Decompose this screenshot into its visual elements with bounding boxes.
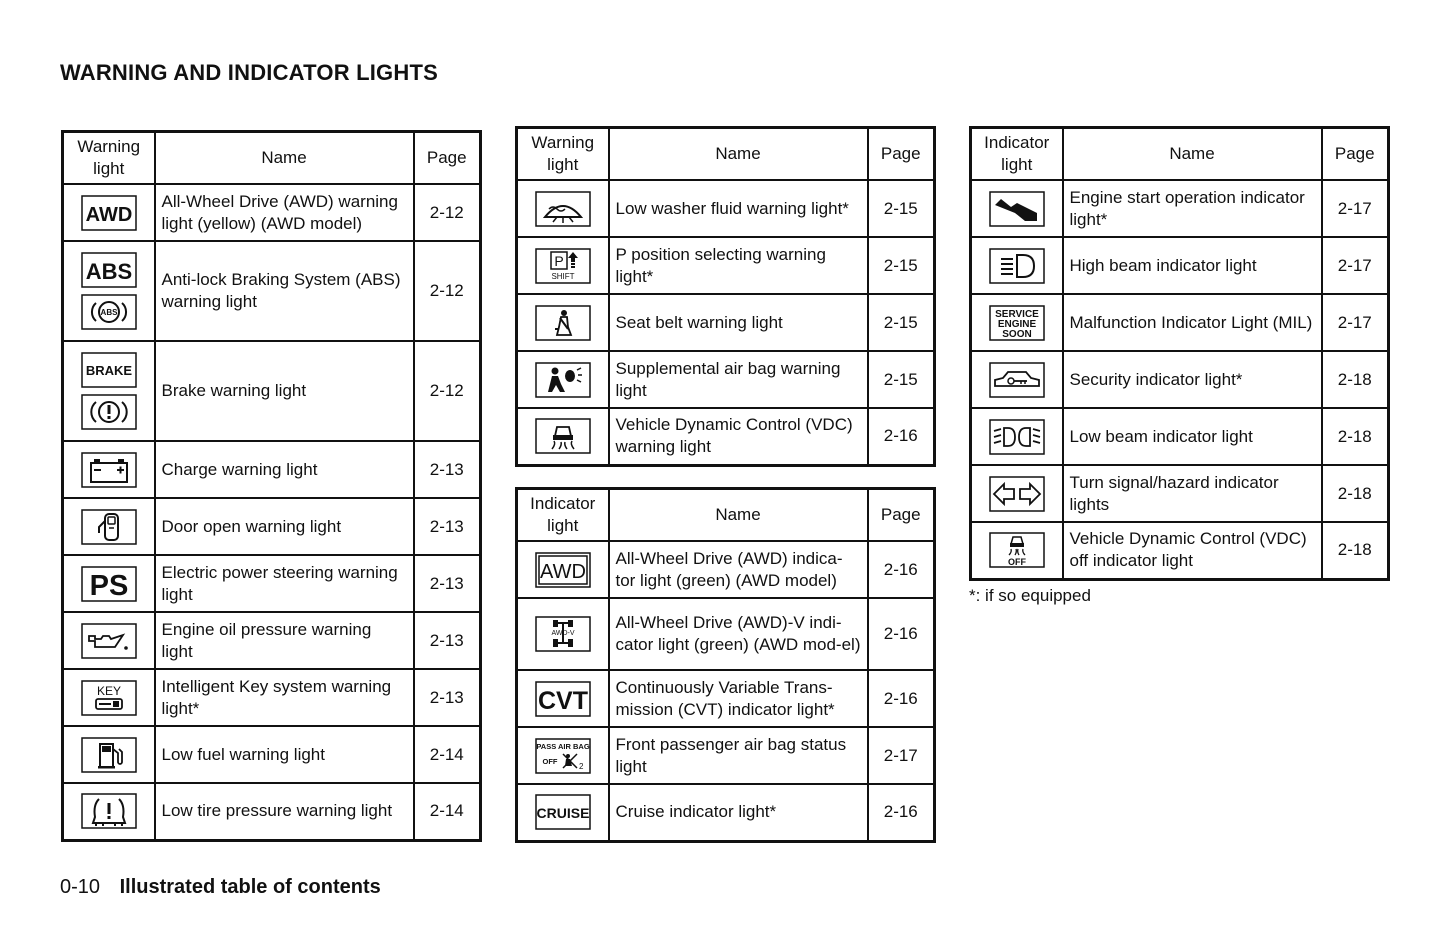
header-indicator-light: Indicator light <box>517 489 609 542</box>
cvt-text-icon <box>535 681 591 717</box>
table-row <box>971 465 1389 522</box>
table-header-row <box>63 132 481 185</box>
table-row <box>63 555 481 612</box>
icon-cell <box>63 441 155 498</box>
light-name: Supplemental air bag warning light <box>609 351 868 408</box>
icon-cell <box>63 669 155 726</box>
icon-cell <box>517 541 609 598</box>
light-name: Door open warning light <box>155 498 414 555</box>
header-indicator-light: Indicator light <box>971 128 1063 181</box>
page-ref: 2-12 <box>414 341 481 441</box>
header-name: Name <box>609 128 868 181</box>
icon-cell <box>63 241 155 341</box>
vdc-icon <box>535 418 591 454</box>
table-row <box>63 612 481 669</box>
security-car-icon <box>989 362 1045 398</box>
icon-cell <box>971 351 1063 408</box>
svg-text:ABS: ABS <box>85 259 132 284</box>
table-row <box>971 522 1389 579</box>
svg-text:CRUISE: CRUISE <box>536 805 590 822</box>
table-row <box>63 341 481 441</box>
awd-outline-icon <box>535 552 591 588</box>
header-warning-light: Warning light <box>63 132 155 185</box>
light-name: All-Wheel Drive (AWD) warning light (yellow) (AWD model) <box>155 184 414 241</box>
icon-cell <box>517 351 609 408</box>
table-row <box>517 541 935 598</box>
icon-cell <box>63 555 155 612</box>
door-open-icon <box>81 509 137 545</box>
icon-cell <box>63 341 155 441</box>
page-ref: 2-18 <box>1322 522 1389 579</box>
page-ref: 2-16 <box>868 541 935 598</box>
svg-text:CVT: CVT <box>537 686 588 715</box>
table-row <box>971 408 1389 465</box>
icon-cell <box>63 184 155 241</box>
high-beam-icon <box>989 248 1045 284</box>
icon-cell <box>971 408 1063 465</box>
turn-signal-icon <box>989 476 1045 512</box>
page-ref: 2-13 <box>414 669 481 726</box>
page-title: WARNING AND INDICATOR LIGHTS <box>60 60 438 85</box>
svg-text:BRAKE: BRAKE <box>85 363 132 378</box>
table-row <box>517 408 935 465</box>
light-name: All-Wheel Drive (AWD) indica-tor light (green) (AWD model) <box>609 541 868 598</box>
table-row <box>517 727 935 784</box>
page-ref: 2-14 <box>414 783 481 840</box>
page-ref: 2-13 <box>414 498 481 555</box>
svg-text:AWD: AWD <box>539 560 586 583</box>
icon-cell <box>971 522 1063 579</box>
cruise-text-icon <box>535 794 591 830</box>
light-name: Continuously Variable Trans-mission (CVT) indicator light* <box>609 670 868 727</box>
light-name: P position selecting warning light* <box>609 237 868 294</box>
svg-text:PASS AIR BAG: PASS AIR BAG <box>536 741 590 751</box>
page-footer <box>60 876 381 899</box>
table-row <box>517 670 935 727</box>
icon-cell <box>517 237 609 294</box>
table-row <box>971 180 1389 237</box>
table-header-row <box>517 128 935 181</box>
page-ref: 2-16 <box>868 670 935 727</box>
icon-cell <box>971 294 1063 351</box>
icon-cell <box>517 598 609 670</box>
light-name: Turn signal/hazard indicator lights <box>1063 465 1322 522</box>
table-header-row <box>517 489 935 542</box>
indicator-lights-table-1 <box>515 487 936 843</box>
page-ref: 2-13 <box>414 441 481 498</box>
fuel-pump-icon <box>81 737 137 773</box>
table-row <box>63 783 481 840</box>
svg-text:P: P <box>554 252 564 269</box>
table-row <box>971 294 1389 351</box>
header-page: Page <box>414 132 481 185</box>
svg-text:KEY: KEY <box>96 683 121 698</box>
table-row <box>63 241 481 341</box>
table-row <box>63 726 481 783</box>
page-ref: 2-17 <box>1322 180 1389 237</box>
table-row <box>63 669 481 726</box>
header-page: Page <box>1322 128 1389 181</box>
table-header-row <box>971 128 1389 181</box>
svg-text:ABS: ABS <box>100 308 118 317</box>
awd-v-icon <box>535 616 591 652</box>
svg-text:AWD-V: AWD-V <box>551 630 575 637</box>
icon-cell <box>517 670 609 727</box>
table-row <box>517 180 935 237</box>
header-name: Name <box>1063 128 1322 181</box>
icon-cell <box>971 465 1063 522</box>
light-name: Vehicle Dynamic Control (VDC) off indicator light <box>1063 522 1322 579</box>
abs-text-icon <box>81 252 137 288</box>
page-ref: 2-13 <box>414 555 481 612</box>
table-row <box>971 351 1389 408</box>
brake-text-icon <box>81 352 137 388</box>
brake-circle-icon <box>81 394 137 430</box>
page-ref: 2-14 <box>414 726 481 783</box>
awd-text-icon <box>81 195 137 231</box>
svg-text:SERVICE: SERVICE <box>994 308 1039 320</box>
engine-start-icon <box>989 191 1045 227</box>
light-name: Cruise indicator light* <box>609 784 868 841</box>
warning-lights-table-2 <box>515 126 936 467</box>
light-name: Charge warning light <box>155 441 414 498</box>
page-ref: 2-15 <box>868 237 935 294</box>
table-row <box>517 294 935 351</box>
svg-text:ENGINE: ENGINE <box>997 318 1036 330</box>
icon-cell <box>517 294 609 351</box>
warning-lights-table-1 <box>61 130 482 842</box>
p-shift-icon <box>535 248 591 284</box>
light-name: Intelligent Key system warning light* <box>155 669 414 726</box>
ps-text-icon <box>81 566 137 602</box>
light-name: Low beam indicator light <box>1063 408 1322 465</box>
page-ref: 2-18 <box>1322 351 1389 408</box>
icon-cell <box>63 783 155 840</box>
icon-cell <box>517 784 609 841</box>
low-beam-icon <box>989 419 1045 455</box>
icon-cell <box>971 180 1063 237</box>
icon-cell <box>63 612 155 669</box>
icon-cell <box>971 237 1063 294</box>
table-row <box>517 784 935 841</box>
washer-fluid-icon <box>535 191 591 227</box>
table-row <box>517 237 935 294</box>
page-ref: 2-17 <box>1322 237 1389 294</box>
light-name: All-Wheel Drive (AWD)-V indi-cator light (green) (AWD mod-el) <box>609 598 868 670</box>
intelligent-key-icon <box>81 680 137 716</box>
page-ref: 2-12 <box>414 241 481 341</box>
page-ref: 2-18 <box>1322 465 1389 522</box>
table-row <box>971 237 1389 294</box>
oil-can-icon <box>81 623 137 659</box>
page-ref: 2-15 <box>868 351 935 408</box>
icon-cell <box>63 498 155 555</box>
light-name: High beam indicator light <box>1063 237 1322 294</box>
tire-pressure-icon <box>81 793 137 829</box>
air-bag-icon <box>535 362 591 398</box>
light-name: Malfunction Indicator Light (MIL) <box>1063 294 1322 351</box>
page-ref: 2-17 <box>1322 294 1389 351</box>
section-title: Illustrated table of contents <box>119 876 381 898</box>
page-ref: 2-16 <box>868 408 935 465</box>
header-warning-light: Warning light <box>517 128 609 181</box>
icon-cell <box>63 726 155 783</box>
light-name: Engine start operation indicator light* <box>1063 180 1322 237</box>
page-ref: 2-16 <box>868 784 935 841</box>
page-ref: 2-16 <box>868 598 935 670</box>
svg-text:OFF: OFF <box>542 756 558 766</box>
icon-cell <box>517 727 609 784</box>
table-row <box>63 498 481 555</box>
header-page: Page <box>868 489 935 542</box>
svg-text:2: 2 <box>578 761 584 771</box>
svg-text:PS: PS <box>89 569 129 602</box>
seat-belt-icon <box>535 305 591 341</box>
light-name: Security indicator light* <box>1063 351 1322 408</box>
light-name: Front passenger air bag status light <box>609 727 868 784</box>
page-number: 0-10 <box>60 876 101 898</box>
header-page: Page <box>868 128 935 181</box>
svg-text:SHIFT: SHIFT <box>551 271 575 281</box>
page-ref: 2-15 <box>868 180 935 237</box>
pass-air-bag-icon <box>535 738 591 774</box>
footnote: *: if so equipped <box>969 586 1091 605</box>
indicator-lights-table-2 <box>969 126 1390 581</box>
light-name: Seat belt warning light <box>609 294 868 351</box>
page-ref: 2-13 <box>414 612 481 669</box>
abs-circle-icon <box>81 294 137 330</box>
light-name: Brake warning light <box>155 341 414 441</box>
table-row <box>517 351 935 408</box>
page-ref: 2-12 <box>414 184 481 241</box>
table-row <box>63 184 481 241</box>
icon-cell <box>517 180 609 237</box>
service-engine-soon-icon <box>989 305 1045 341</box>
page-ref: 2-18 <box>1322 408 1389 465</box>
vdc-off-icon <box>989 532 1045 568</box>
svg-text:OFF: OFF <box>1007 557 1026 568</box>
icon-cell <box>517 408 609 465</box>
svg-text:SOON: SOON <box>1002 328 1032 340</box>
light-name: Low tire pressure warning light <box>155 783 414 840</box>
light-name: Engine oil pressure warning light <box>155 612 414 669</box>
table-row <box>63 441 481 498</box>
light-name: Electric power steering warning light <box>155 555 414 612</box>
table-row <box>517 598 935 670</box>
light-name: Vehicle Dynamic Control (VDC) warning light <box>609 408 868 465</box>
header-name: Name <box>155 132 414 185</box>
battery-icon <box>81 452 137 488</box>
header-name: Name <box>609 489 868 542</box>
light-name: Anti-lock Braking System (ABS) warning light <box>155 241 414 341</box>
svg-text:AWD: AWD <box>85 203 133 226</box>
light-name: Low fuel warning light <box>155 726 414 783</box>
page-ref: 2-17 <box>868 727 935 784</box>
page-ref: 2-15 <box>868 294 935 351</box>
light-name: Low washer fluid warning light* <box>609 180 868 237</box>
